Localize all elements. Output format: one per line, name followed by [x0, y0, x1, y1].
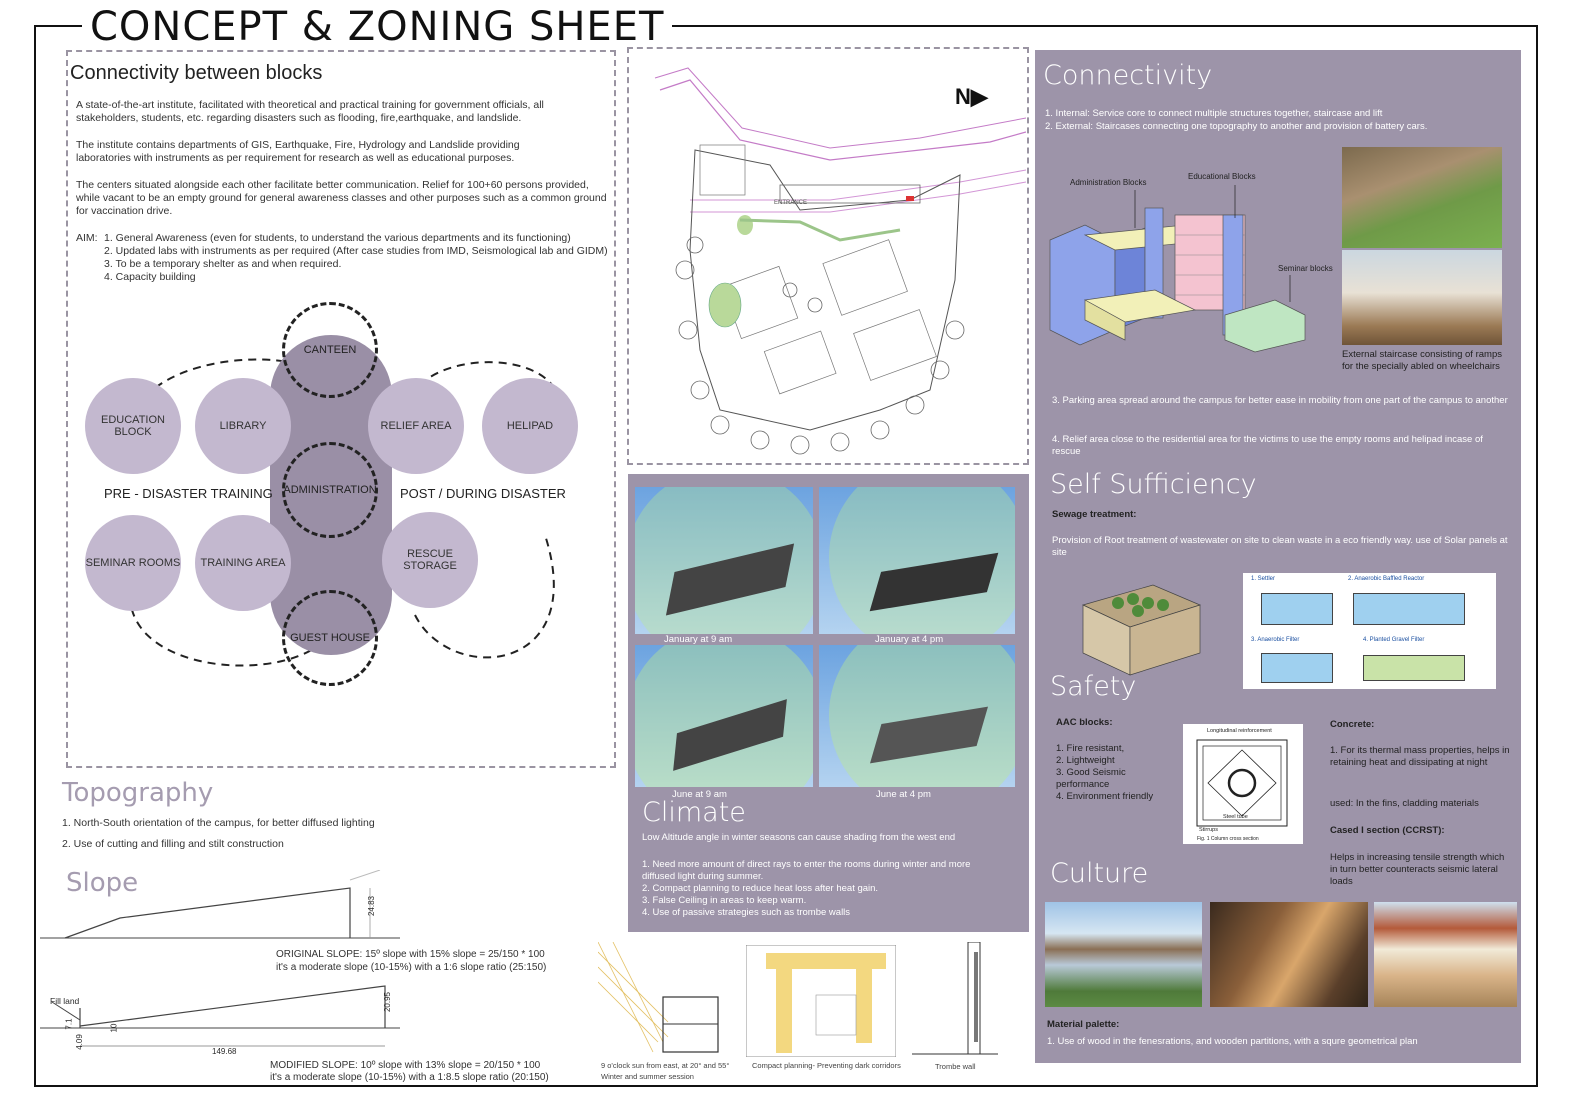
concrete-text: 1. For its thermal mass properties, helps in retaining heat and dissipating at night	[1330, 745, 1510, 768]
climate-item: 3. False Ceiling in areas to keep warm.	[642, 895, 807, 906]
sun-study-jun-4pm	[819, 645, 1015, 787]
sun-study-jun-9am	[635, 645, 813, 787]
sun-caption: June at 9 am	[672, 789, 727, 800]
climate-item: 2. Compact planning to reduce heat loss after heat gain.	[642, 883, 879, 894]
stage-label: 3. Anaerobic Filter	[1251, 637, 1300, 643]
compact-caption: Compact planning- Preventing dark corridors	[752, 1061, 901, 1070]
column-tube-label: Steel tube	[1223, 814, 1248, 820]
modified-slope-1: MODIFIED SLOPE: 10º slope with 13% slope = 20/150 * 100	[270, 1060, 541, 1071]
safety-heading: Safety	[1050, 671, 1137, 702]
culture-photo-1	[1045, 902, 1202, 1007]
climate-item: 1. Need more amount of direct rays to enter the rooms during winter and more diffused light during summer.	[642, 859, 971, 882]
zone-seminar-rooms: SEMINAR ROOMS	[85, 515, 181, 611]
column-caption: Fig. 1 Column cross section	[1197, 836, 1259, 842]
stage-label: 2. Anaerobic Baffled Reactor	[1348, 576, 1425, 582]
column-section-diagram	[1183, 724, 1303, 844]
concrete-used: used: In the fins, cladding materials	[1330, 798, 1479, 809]
admin-blocks-label: Administration Blocks	[1070, 178, 1147, 187]
column-stirrups-label: Stirrups	[1199, 827, 1218, 833]
climate-list	[642, 859, 1002, 919]
zone-relief-area: RELIEF AREA	[368, 378, 464, 474]
connectivity-item: 1. Internal: Service core to connect multiple structures together, staircase and lift	[1045, 108, 1383, 119]
aac-heading: AAC blocks:	[1056, 717, 1113, 728]
sheet-title: CONCEPT & ZONING SHEET	[82, 4, 672, 50]
sun-caption-1: 9 o'clock sun from east, at 20° and 55°	[601, 1061, 730, 1070]
slope-dim-5: 4.09	[74, 1034, 84, 1050]
topography-item: 1. North-South orientation of the campus, for better diffused lighting	[62, 817, 375, 829]
sun-study-jan-4pm	[819, 487, 1015, 634]
zone-guest-house: GUEST HOUSE	[282, 590, 378, 686]
stair-caption: External staircase consisting of ramps for the specially abled on wheelchairs	[1342, 349, 1502, 372]
post-disaster-label: POST / DURING DISASTER	[400, 486, 566, 501]
connectivity-blocks-heading: Connectivity between blocks	[70, 62, 323, 84]
compact-plan-diagram	[746, 945, 896, 1057]
aac-item: 2. Lightweight	[1056, 755, 1115, 766]
intro-paragraph-3: The centers situated alongside each other facilitate better communication. Relief for 100+60 persons provided, while vacant to be an empty ground for general awareness classes and other purposes such as a common ground for vaccination drive.	[76, 179, 607, 217]
cased-heading: Cased I section (CCRST):	[1330, 825, 1445, 836]
culture-photo-2	[1210, 902, 1368, 1007]
aac-item: 1. Fire resistant,	[1056, 743, 1125, 754]
sun-study-jan-9am	[635, 487, 813, 634]
connectivity-item: 2. External: Staircases connecting one topography to another and provision of battery cars.	[1045, 121, 1428, 132]
stair-photo-2	[1342, 250, 1502, 345]
aim-item: 3. To be a temporary shelter as and when required.	[104, 258, 342, 270]
sun-caption: January at 9 am	[664, 634, 733, 645]
slope-dim-3: 149.68	[212, 1047, 237, 1056]
site-plan	[630, 50, 1026, 462]
original-slope-1: ORIGINAL SLOPE: 15º slope with 15% slope = 25/150 * 100	[276, 949, 545, 960]
aac-item: 3. Good Seismic performance	[1056, 767, 1126, 790]
climate-intro: Low Altitude angle in winter seasons can cause shading from the west end	[642, 832, 956, 843]
column-top-label: Longitudinal reinforcement	[1207, 728, 1272, 734]
root-treatment-diagram	[1078, 575, 1204, 680]
stair-photo-1	[1342, 147, 1502, 248]
zone-training-area: TRAINING AREA	[195, 515, 291, 611]
zone-rescue-storage: RESCUE STORAGE	[382, 512, 478, 608]
modified-slope-2: it's a moderate slope (10-15%) with a 1:8.5 slope ratio (20:150)	[270, 1072, 549, 1083]
aac-item: 4. Environment friendly	[1056, 791, 1154, 802]
entrance-label: ENTRANCE	[774, 200, 808, 206]
connectivity-item-4: 4. Relief area close to the residential area for the victims to use the empty rooms and helipad incase of rescue	[1052, 434, 1483, 457]
cased-text: Helps in increasing tensile strength which in turn better counteracts seismic lateral loads	[1330, 852, 1505, 887]
topography-item: 2. Use of cutting and filling and stilt construction	[62, 838, 284, 850]
sewage-stages-diagram	[1243, 573, 1496, 689]
sun-caption: June at 4 pm	[876, 789, 931, 800]
zone-helipad: HELIPAD	[482, 378, 578, 474]
fill-land-label: Fill land	[50, 996, 80, 1006]
slope-dim-2: 20.95	[383, 991, 393, 1013]
concrete-heading: Concrete:	[1330, 719, 1375, 730]
north-label: N	[955, 84, 971, 109]
climate-item: 4. Use of passive strategies such as trombe walls	[642, 907, 851, 918]
sun-caption-2: Winter and summer session	[601, 1072, 694, 1081]
slope-dim-6: 10	[109, 1023, 119, 1033]
aim-list	[104, 232, 610, 284]
culture-photo-3	[1374, 902, 1517, 1007]
aim-label: AIM:	[76, 232, 98, 244]
sewage-subheading: Sewage treatment:	[1052, 509, 1137, 520]
material-text: 1. Use of wood in the fenesrations, and wooden partitions, with a squre geometrical plan	[1047, 1036, 1418, 1047]
aim-item: 1. General Awareness (even for students, to understand the various departments and its functioning)	[104, 232, 571, 244]
sun-angle-diagram	[598, 942, 733, 1057]
educational-blocks-label: Educational Blocks	[1188, 172, 1256, 181]
seminar-blocks-label: Seminar blocks	[1278, 264, 1333, 273]
zone-canteen: CANTEEN	[282, 302, 378, 398]
slope-dim-1: 24.83	[367, 895, 377, 917]
stage-label: 4. Planted Gravel Filter	[1363, 637, 1425, 643]
trombe-wall-diagram	[912, 942, 998, 1057]
original-slope-2: it's a moderate slope (10-15%) with a 1:6 slope ratio (25:150)	[276, 962, 547, 973]
zone-education-block: EDUCATION BLOCK	[85, 378, 181, 474]
zone-administration: ADMINISTRATION	[282, 442, 378, 538]
trombe-caption: Trombe wall	[935, 1062, 976, 1071]
topography-heading: Topography	[62, 778, 214, 808]
material-heading: Material palette:	[1047, 1019, 1120, 1030]
pre-disaster-label: PRE - DISASTER TRAINING	[104, 486, 273, 501]
north-arrow-icon: N▶	[955, 84, 988, 109]
sun-caption: January at 4 pm	[875, 634, 944, 645]
aim-item: 4. Capacity building	[104, 271, 196, 283]
connectivity-item-3: 3. Parking area spread around the campus for better ease in mobility from one part of the campus to another	[1052, 395, 1508, 406]
slope-heading: Slope	[66, 868, 139, 898]
aim-item: 2. Updated labs with instruments as per required (After case studies from IMD, Seismological lab and GIDM)	[104, 245, 608, 257]
zone-library: LIBRARY	[195, 378, 291, 474]
climate-heading: Climate	[642, 797, 746, 828]
sewage-text: Provision of Root treatment of wastewater on site to clean waste in a eco friendly way. use of Solar panels at site	[1052, 535, 1508, 558]
aac-list	[1056, 743, 1176, 803]
stage-label: 1. Settler	[1251, 576, 1276, 582]
intro-paragraph-1: A state-of-the-art institute, facilitated with theoretical and practical training for government officials, all stakeholders, students, etc. regarding disasters such as flooding, fire,earthquake, and landslide.	[76, 99, 544, 124]
connectivity-heading: Connectivity	[1043, 60, 1213, 91]
culture-heading: Culture	[1050, 858, 1149, 889]
intro-paragraph-2: The institute contains departments of GIS, Earthquake, Fire, Hydrology and Landslide providing laboratories with instruments as per requirement for research as well as educational purposes.	[76, 139, 520, 164]
self-sufficiency-heading: Self Sufficiency	[1050, 469, 1257, 500]
slope-dim-4: 7.1	[64, 1018, 74, 1030]
